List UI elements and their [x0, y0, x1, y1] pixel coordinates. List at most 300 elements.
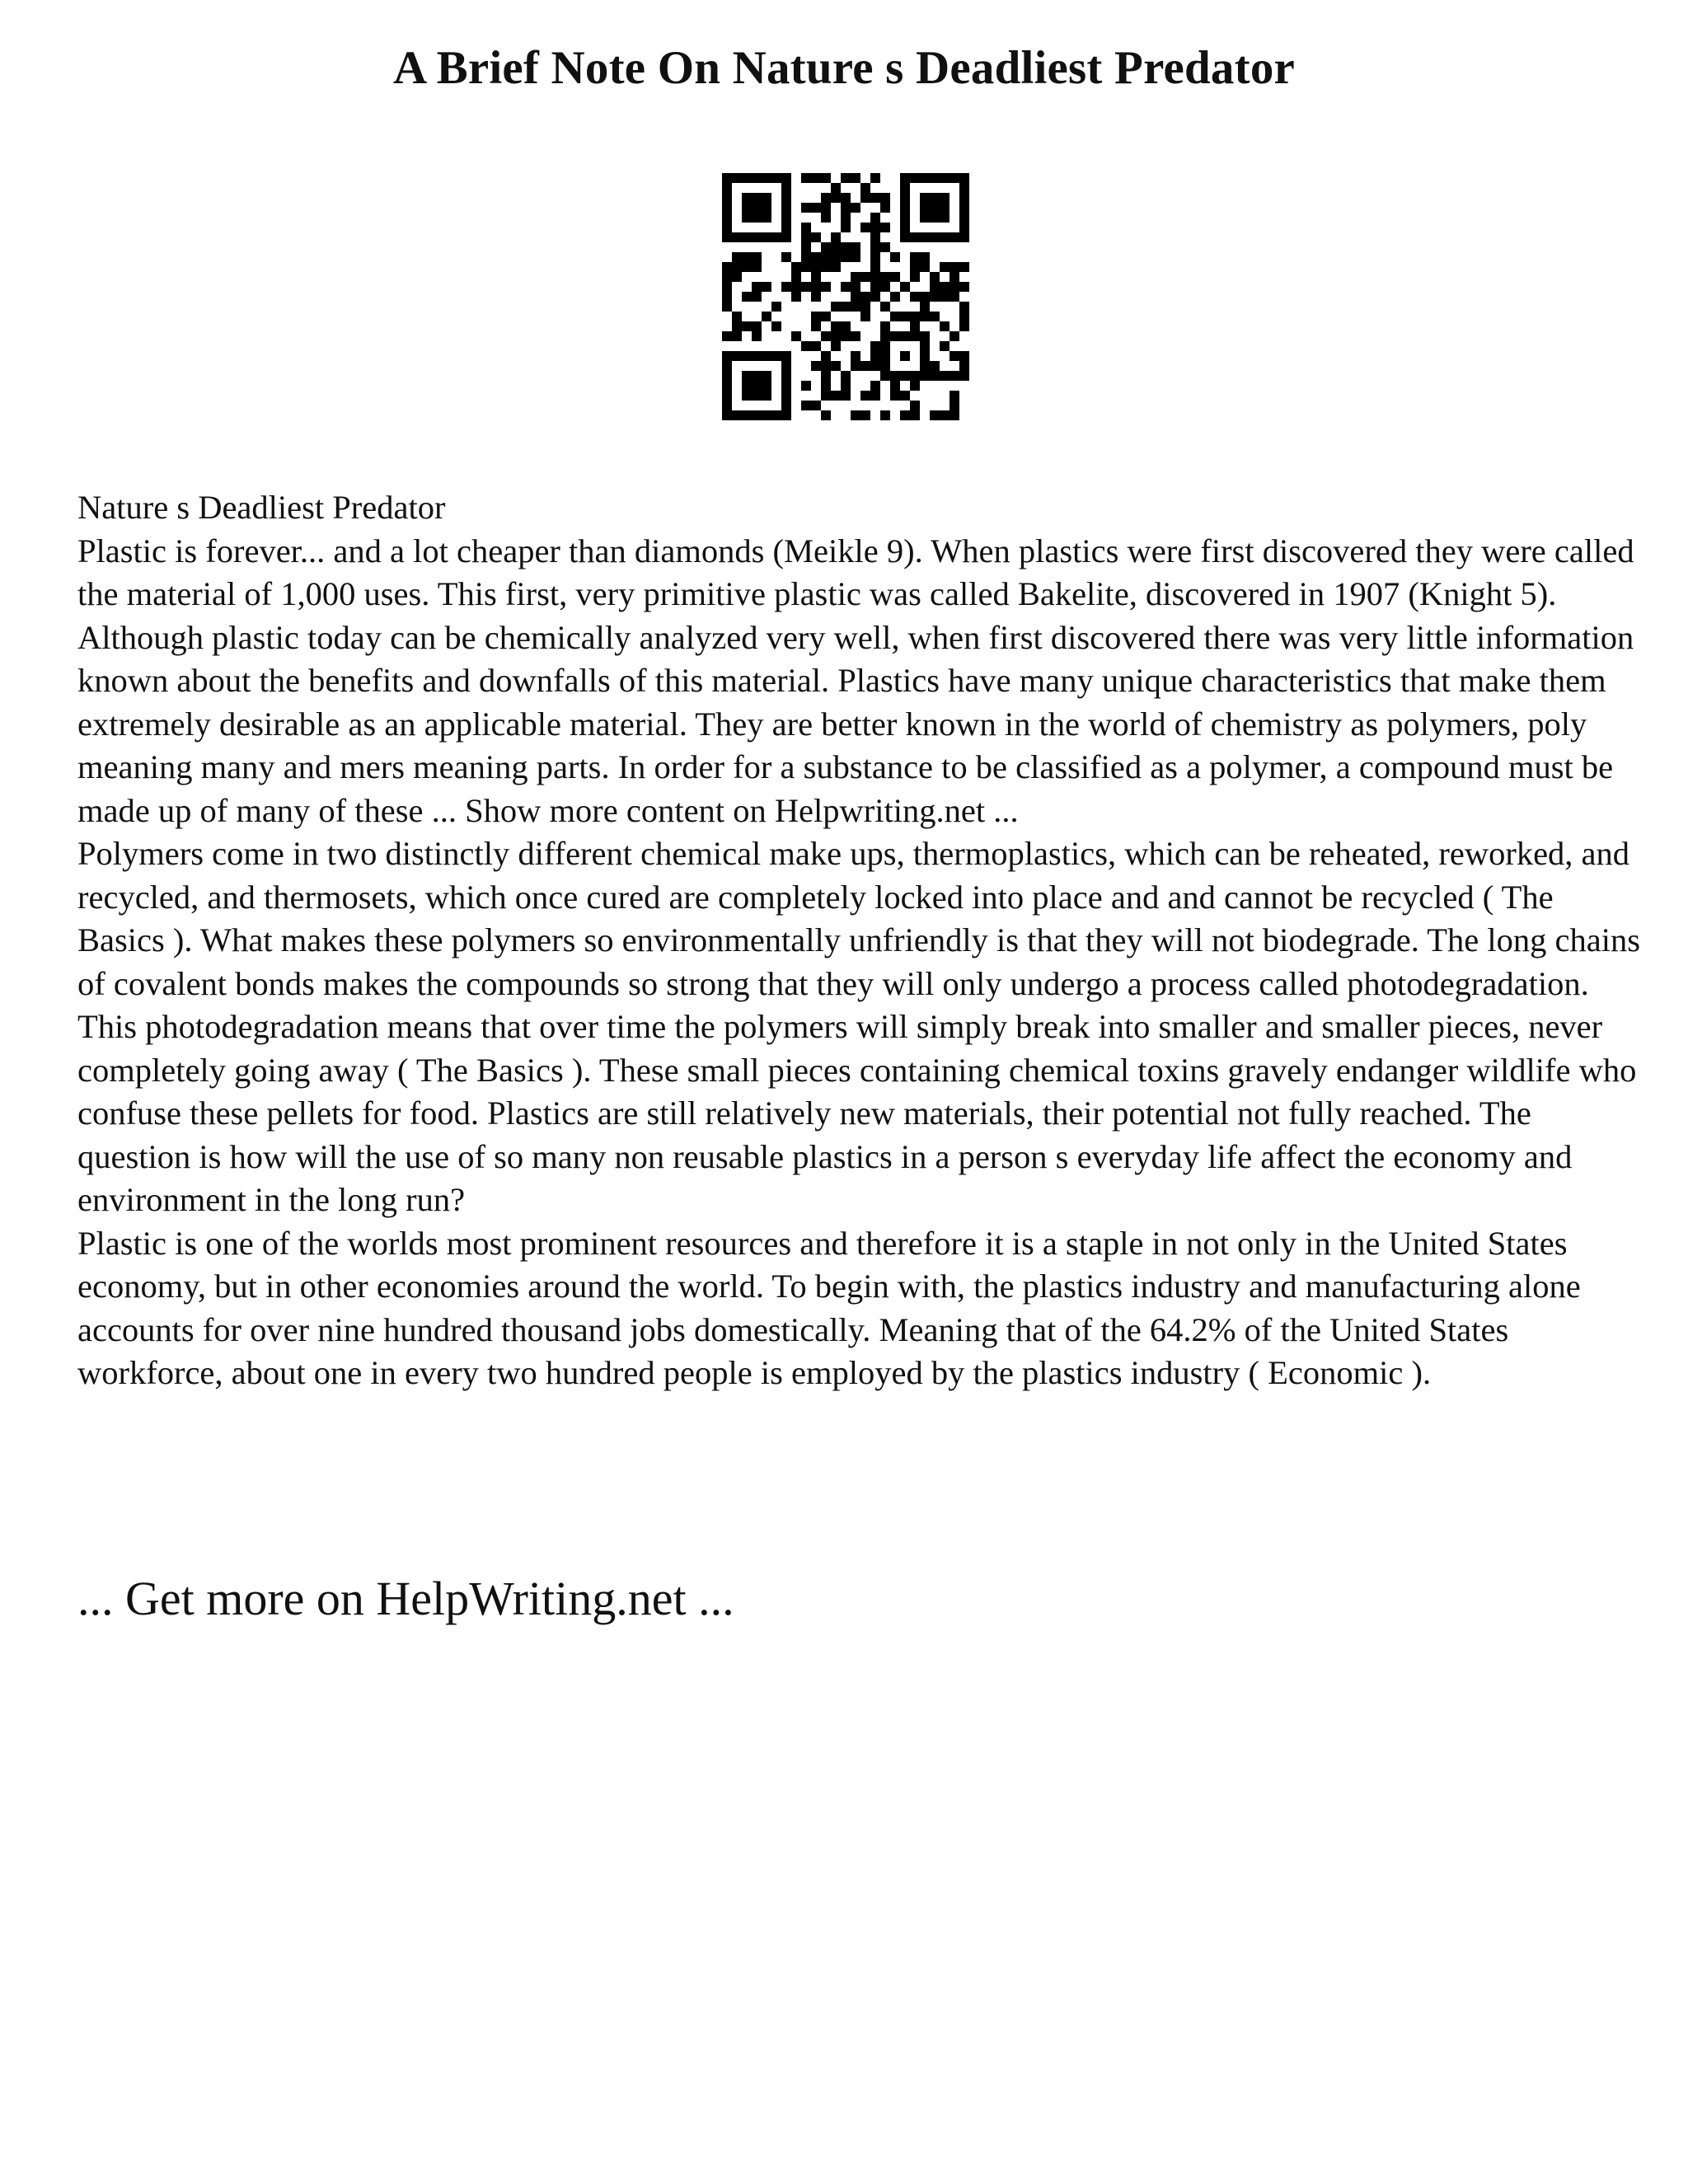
qr-module: [791, 292, 801, 302]
qr-module: [910, 321, 920, 331]
qr-module: [762, 213, 771, 223]
qr-module: [920, 371, 930, 381]
qr-module: [950, 262, 959, 272]
qr-module: [890, 381, 900, 391]
qr-module: [841, 282, 851, 292]
qr-module: [890, 292, 900, 302]
qr-module: [940, 292, 950, 302]
qr-module: [930, 173, 940, 183]
qr-module: [940, 371, 950, 381]
qr-module: [811, 341, 821, 351]
qr-module: [841, 302, 851, 312]
qr-module: [890, 371, 900, 381]
qr-module: [860, 292, 870, 302]
qr-module: [870, 351, 880, 361]
qr-module: [940, 341, 950, 351]
qr-module: [811, 232, 821, 242]
qr-module: [821, 351, 831, 361]
qr-module: [801, 381, 811, 391]
qr-module: [890, 312, 900, 321]
qr-module: [801, 223, 811, 232]
qr-module: [930, 193, 940, 203]
qr-module: [771, 321, 781, 331]
qr-module: [900, 351, 910, 361]
qr-module: [880, 371, 890, 381]
qr-module: [900, 371, 910, 381]
qr-module: [910, 371, 920, 381]
qr-module: [870, 282, 880, 292]
qr-module: [831, 341, 841, 351]
qr-module: [732, 252, 742, 262]
qr-module: [900, 331, 910, 341]
qr-module: [771, 410, 781, 420]
qr-module: [870, 292, 880, 302]
qr-module: [841, 213, 851, 223]
qr-module: [860, 312, 870, 321]
qr-module: [752, 213, 762, 223]
qr-module: [920, 213, 930, 223]
qr-module: [880, 193, 890, 203]
qr-module: [821, 282, 831, 292]
qr-module: [811, 262, 821, 272]
qr-module: [870, 262, 880, 272]
qr-module: [950, 371, 959, 381]
qr-module: [900, 410, 910, 420]
qr-module: [752, 371, 762, 381]
qr-module: [930, 213, 940, 223]
qr-module: [752, 410, 762, 420]
qr-module: [880, 272, 890, 282]
qr-module: [791, 282, 801, 292]
qr-module: [940, 193, 950, 203]
qr-module: [860, 272, 870, 282]
qr-module: [781, 173, 791, 183]
qr-module: [959, 371, 969, 381]
qr-module: [870, 341, 880, 351]
qr-module: [722, 223, 732, 232]
qr-module: [811, 252, 821, 262]
qr-module: [851, 351, 860, 361]
qr-module: [781, 252, 791, 262]
qr-module: [959, 173, 969, 183]
qr-module: [781, 223, 791, 232]
qr-module: [722, 381, 732, 391]
qr-module: [910, 292, 920, 302]
qr-module: [781, 213, 791, 223]
qr-module: [831, 252, 841, 262]
qr-module: [811, 361, 821, 371]
qr-module: [900, 203, 910, 213]
qr-module: [930, 292, 940, 302]
qr-module: [732, 272, 742, 282]
qr-module: [732, 321, 742, 331]
qr-module: [930, 410, 940, 420]
qr-module: [781, 361, 791, 371]
qr-module: [940, 410, 950, 420]
qr-module: [811, 292, 821, 302]
qr-module: [950, 391, 959, 401]
qr-module: [920, 292, 930, 302]
qr-module: [831, 331, 841, 341]
qr-module: [821, 213, 831, 223]
qr-module: [831, 361, 841, 371]
qr-module: [900, 183, 910, 193]
qr-module: [831, 302, 841, 312]
qr-module: [801, 203, 811, 213]
qr-module: [821, 252, 831, 262]
qr-module: [959, 213, 969, 223]
qr-module: [791, 272, 801, 282]
qr-module: [910, 252, 920, 262]
qr-module: [959, 183, 969, 193]
qr-module: [930, 361, 940, 371]
qr-module: [722, 331, 732, 341]
qr-module: [732, 173, 742, 183]
qr-module: [732, 331, 742, 341]
qr-module: [880, 302, 890, 312]
qr-module: [801, 242, 811, 252]
qr-module: [841, 223, 851, 232]
qr-module: [851, 242, 860, 252]
qr-module: [752, 351, 762, 361]
qr-module: [841, 381, 851, 391]
qr-module: [801, 252, 811, 262]
qr-module: [900, 282, 910, 292]
qr-module: [831, 242, 841, 252]
qr-module: [811, 312, 821, 321]
qr-module: [841, 173, 851, 183]
qr-module: [910, 331, 920, 341]
qr-module: [880, 331, 890, 341]
qr-module: [781, 401, 791, 410]
qr-module: [722, 361, 732, 371]
qr-module: [762, 371, 771, 381]
qr-module: [762, 391, 771, 401]
document-title: A Brief Note On Nature s Deadliest Predator: [392, 42, 1296, 94]
qr-module: [811, 282, 821, 292]
qr-module: [742, 381, 752, 391]
qr-module: [940, 321, 950, 331]
qr-module: [851, 173, 860, 183]
qr-module: [930, 282, 940, 292]
qr-module: [900, 213, 910, 223]
qr-module: [959, 351, 969, 361]
qr-module: [752, 252, 762, 262]
qr-module: [959, 262, 969, 272]
qr-module: [722, 371, 732, 381]
qr-module: [811, 321, 821, 331]
qr-module: [940, 262, 950, 272]
qr-module: [722, 282, 732, 292]
qr-module: [801, 401, 811, 410]
qr-module: [920, 173, 930, 183]
qr-module: [841, 193, 851, 203]
qr-module: [722, 302, 732, 312]
qr-module: [841, 391, 851, 401]
article-body: [77, 486, 1643, 1395]
qr-module: [910, 272, 920, 282]
qr-module: [811, 401, 821, 410]
qr-module: [940, 173, 950, 183]
qr-module: [841, 321, 851, 331]
qr-module: [732, 351, 742, 361]
qr-module: [870, 381, 880, 391]
qr-module: [752, 321, 762, 331]
qr-module: [920, 361, 930, 371]
qr-module: [811, 173, 821, 183]
qr-module: [959, 193, 969, 203]
qr-module: [722, 203, 732, 213]
qr-module: [771, 173, 781, 183]
qr-module: [762, 232, 771, 242]
qr-module: [821, 391, 831, 401]
qr-module: [801, 232, 811, 242]
qr-module: [870, 213, 880, 223]
qr-module: [781, 193, 791, 203]
qr-module: [900, 232, 910, 242]
qr-module: [890, 331, 900, 341]
qr-module: [910, 173, 920, 183]
qr-module: [950, 331, 959, 341]
qr-module: [821, 242, 831, 252]
get-more-link[interactable]: ... Get more on HelpWriting.net ...: [77, 1572, 734, 1625]
qr-module: [851, 361, 860, 371]
qr-module: [821, 203, 831, 213]
qr-module: [870, 173, 880, 183]
qr-module: [742, 203, 752, 213]
qr-module: [742, 173, 752, 183]
qr-module: [781, 410, 791, 420]
qr-module: [920, 312, 930, 321]
qr-module: [801, 341, 811, 351]
qr-module: [870, 232, 880, 242]
qr-module: [910, 401, 920, 410]
qr-module: [851, 252, 860, 262]
qr-module: [742, 410, 752, 420]
qr-module: [880, 203, 890, 213]
qr-module: [959, 312, 969, 321]
qr-code-icon: [722, 173, 969, 420]
qr-module: [801, 173, 811, 183]
qr-module: [851, 410, 860, 420]
qr-module: [742, 262, 752, 272]
qr-module: [762, 312, 771, 321]
qr-module: [821, 173, 831, 183]
qr-module: [781, 391, 791, 401]
qr-module: [851, 203, 860, 213]
article-subtitle: Nature s Deadliest Predator: [77, 489, 446, 526]
qr-module: [742, 252, 752, 262]
qr-module: [811, 272, 821, 282]
qr-module: [752, 262, 762, 272]
qr-module: [959, 282, 969, 292]
qr-module: [920, 351, 930, 361]
qr-module: [880, 282, 890, 292]
qr-module: [791, 331, 801, 341]
qr-module: [950, 292, 959, 302]
qr-module: [762, 381, 771, 391]
qr-module: [860, 410, 870, 420]
qr-module: [742, 351, 752, 361]
qr-module: [870, 223, 880, 232]
qr-module: [821, 312, 831, 321]
qr-module: [752, 203, 762, 213]
qr-module: [900, 223, 910, 232]
qr-module: [959, 361, 969, 371]
qr-module: [930, 203, 940, 213]
qr-module: [811, 203, 821, 213]
qr-module: [762, 173, 771, 183]
qr-module: [870, 361, 880, 371]
qr-module: [950, 272, 959, 282]
qr-module: [851, 331, 860, 341]
article-paragraph: Plastic is forever... and a lot cheaper than diamonds (Meikle 9). When plastics were first discovered they were called the material of 1,000 uses. This first, very primitive plastic was called Bakelite, discovered in 1907 (Knight 5). Although plastic today can be chemically analyzed very well, when first discovered there was very little information known about the benefits and downfalls of this material. Plastics have many unique characteristics that make them extremely desirable as an applicable material. They are better known in the world of chemistry as polymers, poly meaning many and mers meaning parts. In order for a substance to be classified as a polymer, a compound must be made up of many of these ... Show more content on Helpwriting.net ...: [77, 532, 1634, 829]
qr-module: [860, 183, 870, 193]
qr-module: [920, 193, 930, 203]
qr-module: [920, 331, 930, 341]
qr-module: [860, 391, 870, 401]
qr-module: [831, 183, 841, 193]
qr-module: [940, 213, 950, 223]
qr-module: [742, 193, 752, 203]
qr-module: [791, 262, 801, 272]
qr-module: [870, 391, 880, 401]
qr-module: [930, 371, 940, 381]
qr-module: [771, 351, 781, 361]
qr-module: [880, 341, 890, 351]
qr-module: [880, 242, 890, 252]
qr-module: [821, 410, 831, 420]
qr-module: [950, 401, 959, 410]
qr-module: [940, 232, 950, 242]
qr-module: [771, 232, 781, 242]
qr-module: [752, 292, 762, 302]
qr-module: [841, 371, 851, 381]
qr-module: [959, 223, 969, 232]
qr-module: [900, 193, 910, 203]
qr-module: [722, 262, 732, 272]
qr-module: [880, 321, 890, 331]
qr-module: [821, 262, 831, 272]
qr-module: [930, 232, 940, 242]
qr-module: [752, 282, 762, 292]
qr-module: [930, 312, 940, 321]
qr-module: [950, 282, 959, 292]
qr-module: [762, 351, 771, 361]
qr-module: [831, 232, 841, 242]
qr-module: [781, 381, 791, 391]
qr-module: [880, 351, 890, 361]
qr-module: [752, 193, 762, 203]
qr-code-graphic: [722, 173, 969, 420]
qr-module: [841, 252, 851, 262]
qr-module: [860, 302, 870, 312]
qr-module: [831, 193, 841, 203]
qr-module: [880, 361, 890, 371]
qr-module: [920, 252, 930, 262]
qr-module: [851, 302, 860, 312]
qr-module: [821, 193, 831, 203]
qr-module: [860, 193, 870, 203]
qr-module: [959, 203, 969, 213]
qr-module: [801, 262, 811, 272]
qr-module: [841, 242, 851, 252]
qr-module: [851, 272, 860, 282]
qr-module: [722, 213, 732, 223]
qr-module: [762, 193, 771, 203]
qr-module: [722, 401, 732, 410]
qr-module: [752, 381, 762, 391]
qr-module: [860, 361, 870, 371]
qr-module: [752, 391, 762, 401]
qr-module: [851, 292, 860, 302]
qr-module: [732, 410, 742, 420]
qr-module: [950, 173, 959, 183]
qr-module: [781, 282, 791, 292]
article-paragraph: Polymers come in two distinctly different chemical make ups, thermoplastics, which can be reheated, reworked, and recycled, and thermosets, which once cured are completely locked into place and and cannot be recycled ( The Basics ). What makes these polymers so environmentally unfriendly is that they will not biodegrade. The long chains of covalent bonds makes the compounds so strong that they will only undergo a process called photodegradation. This photodegradation means that over time the polymers will simply break into smaller and smaller pieces, never completely going away ( The Basics ). These small pieces containing chemical toxins gravely endanger wildlife who confuse these pellets for food. Plastics are still relatively new materials, their potential not fully reached. The question is how will the use of so many non reusable plastics in a person s everyday life affect the economy and environment in the long run?: [77, 835, 1640, 1218]
qr-module: [870, 242, 880, 252]
qr-module: [742, 213, 752, 223]
qr-module: [752, 331, 762, 341]
qr-module: [781, 232, 791, 242]
qr-module: [900, 391, 910, 401]
qr-module: [732, 312, 742, 321]
qr-module: [771, 302, 781, 312]
qr-module: [860, 223, 870, 232]
qr-module: [959, 302, 969, 312]
qr-module: [880, 223, 890, 232]
qr-module: [732, 232, 742, 242]
qr-module: [880, 410, 890, 420]
qr-module: [722, 272, 732, 282]
qr-module: [831, 321, 841, 331]
qr-module: [890, 272, 900, 282]
qr-module: [940, 282, 950, 292]
qr-module: [870, 252, 880, 262]
qr-module: [801, 282, 811, 292]
qr-module: [851, 282, 860, 292]
qr-module: [722, 351, 732, 361]
qr-module: [742, 292, 752, 302]
qr-module: [910, 262, 920, 272]
qr-module: [752, 173, 762, 183]
qr-module: [920, 262, 930, 272]
qr-module: [742, 371, 752, 381]
qr-module: [732, 262, 742, 272]
qr-module: [781, 203, 791, 213]
qr-module: [752, 232, 762, 242]
qr-module: [900, 173, 910, 183]
qr-module: [920, 302, 930, 312]
qr-module: [722, 173, 732, 183]
qr-module: [950, 232, 959, 242]
qr-module: [781, 371, 791, 381]
qr-module: [831, 391, 841, 401]
qr-module: [910, 312, 920, 321]
qr-module: [742, 391, 752, 401]
qr-module: [781, 183, 791, 193]
qr-module: [890, 391, 900, 401]
qr-module: [870, 193, 880, 203]
qr-module: [959, 321, 969, 331]
qr-module: [821, 381, 831, 391]
qr-module: [841, 331, 851, 341]
qr-module: [722, 410, 732, 420]
qr-module: [762, 203, 771, 213]
qr-module: [959, 232, 969, 242]
qr-module: [742, 321, 752, 331]
qr-module: [940, 203, 950, 213]
